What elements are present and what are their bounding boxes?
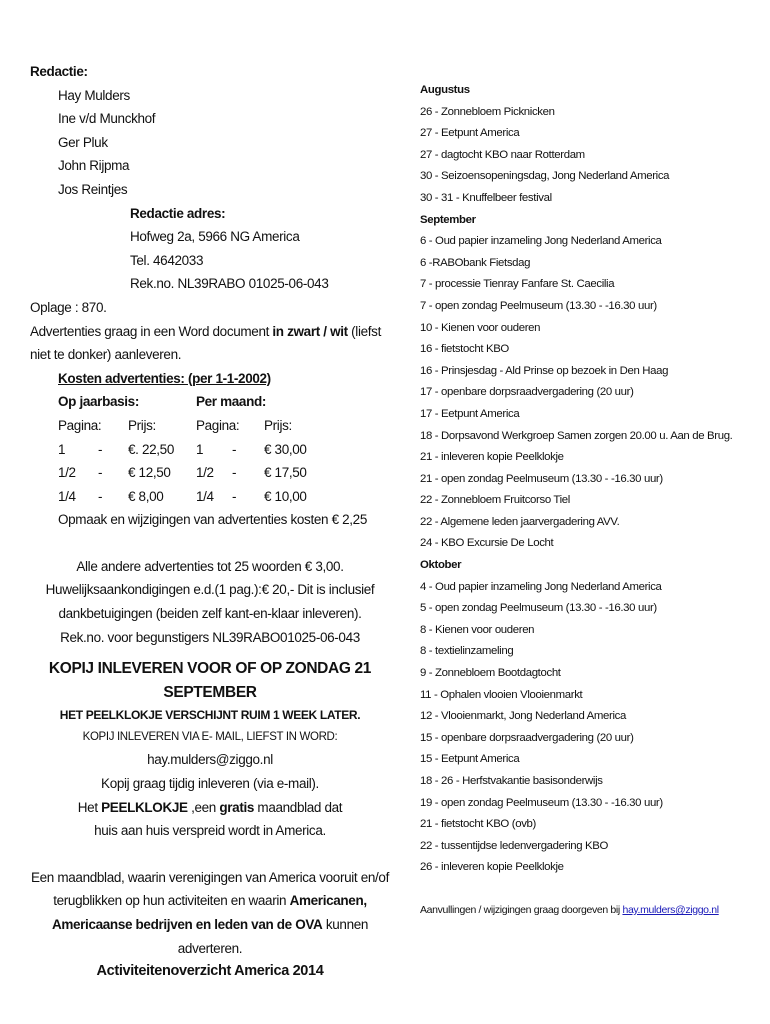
activity-item: 6 -RABObank Fietsdag (420, 256, 531, 269)
rate-row: 1/2 - € 12,50 1/2 - € 17,50 (58, 465, 307, 481)
kosten-heading: Kosten advertenties: (per 1-1-2002) (58, 370, 271, 386)
info-line: Alle andere advertenties tot 25 woorden € 3,00. (76, 558, 344, 574)
redactie-name: John Rijpma (58, 158, 130, 174)
activity-item: 17 - openbare dorpsraadvergadering (20 uur) (420, 386, 634, 399)
activity-item: 27 - Eetpunt America (420, 127, 520, 140)
activity-item: 19 - open zondag Peelmuseum (13.30 - -16.30 uur) (420, 796, 663, 809)
activity-item: 10 - Kienen voor ouderen (420, 321, 541, 334)
email-instructie: KOPIJ INLEVEREN VIA E- MAIL, LIEFST IN WORD: (82, 731, 338, 744)
peelklokje-line: Het PEELKLOKJE ,een gratis maandblad dat (77, 799, 343, 815)
activity-item: 15 - openbare dorpsraadvergadering (20 uur) (420, 731, 634, 744)
activity-item: 27 - dagtocht KBO naar Rotterdam (420, 148, 585, 161)
activity-item: 7 - processie Tienray Fanfare St. Caecilia (420, 278, 615, 291)
redactie-heading: Redactie: (30, 64, 88, 79)
advertentie-instructie: Advertenties graag in een Word document in zwart / wit (liefst niet te donker) aanleveren. (30, 323, 381, 363)
activity-item: 7 - open zondag Peelmuseum (13.30 - -16.30 uur) (420, 299, 657, 312)
huis-aan-huis: huis aan huis verspreid wordt in America. (94, 823, 326, 839)
activity-item: 12 - Vlooienmarkt, Jong Nederland America (420, 710, 626, 723)
kopij-deadline: KOPIJ INLEVEREN VOOR OF OP ZONDAG 21 SEPTEMBER (48, 660, 372, 701)
activity-item: 30 - Seizoensopeningsdag, Jong Nederland America (420, 170, 670, 183)
rates-header: Op jaarbasis: Per maand: (58, 394, 267, 410)
activity-item: 6 - Oud papier inzameling Jong Nederland America (420, 235, 662, 248)
maandblad-line: terugblikken op hun activiteiten en waarin Americanen, (53, 893, 367, 909)
contact-email[interactable]: hay.mulders@ziggo.nl (147, 752, 273, 768)
activity-item: 22 - Algemene leden jaarvergadering AVV. (420, 515, 620, 528)
activity-item: 24 - KBO Excursie De Locht (420, 537, 554, 550)
rates-columns: Pagina: Prijs: Pagina: Prijs: (58, 417, 292, 433)
month-heading: Augustus (420, 84, 470, 96)
adres-line: Hofweg 2a, 5966 NG America (130, 229, 300, 245)
oplage: Oplage : 870. (30, 299, 107, 315)
footer-email-link[interactable]: hay.mulders@ziggo.nl (622, 903, 719, 916)
adres-heading: Redactie adres: (130, 205, 226, 221)
activity-item: 21 - fietstocht KBO (ovb) (420, 818, 536, 831)
activity-item: 30 - 31 - Knuffelbeer festival (420, 191, 552, 204)
left-column (30, 60, 390, 984)
maandblad-line: Americaanse bedrijven en leden van de OVA kunnen adverteren. (51, 917, 369, 956)
maandblad-line: Een maandblad, waarin verenigingen van America vooruit en/of (31, 869, 389, 885)
rate-row: 1/4 - € 8,00 1/4 - € 10,00 (58, 488, 307, 504)
adres-line: Rek.no. NL39RABO 01025-06-043 (130, 276, 329, 292)
month-heading: Oktober (420, 559, 462, 572)
info-line: dankbetuigingen (beiden zelf kant-en-klaar inleveren). (58, 606, 362, 622)
activity-item: 26 - Zonnebloem Picknicken (420, 105, 555, 118)
activity-item: 16 - Prinsjesdag - Ald Prinse op bezoek in Den Haag (420, 364, 669, 377)
activity-item: 8 - Kienen voor ouderen (420, 623, 535, 636)
redactie-name: Ger Pluk (58, 134, 108, 150)
redactie-name: Ine v/d Munckhof (58, 111, 156, 127)
right-column (420, 80, 760, 917)
activity-item: 22 - tussentijdse ledenvergadering KBO (420, 839, 609, 852)
activity-item: 21 - open zondag Peelmuseum (13.30 - -16.30 uur) (420, 472, 663, 485)
verschijning-notice: HET PEELKLOKJE VERSCHIJNT RUIM 1 WEEK LATER. (59, 708, 361, 723)
activity-item: 22 - Zonnebloem Fruitcorso Tiel (420, 494, 570, 507)
activiteiten-title: Activiteitenoverzicht America 2014 (96, 963, 324, 980)
tijdig-notice: Kopij graag tijdig inleveren (via e-mail). (101, 776, 319, 792)
activity-item: 4 - Oud papier inzameling Jong Nederland America (420, 580, 662, 593)
redactie-name: Hay Mulders (58, 87, 130, 103)
month-heading: September (420, 213, 476, 226)
activity-item: 18 - 26 - Herfstvakantie basisonderwijs (420, 775, 603, 787)
activity-item: 18 - Dorpsavond Werkgroep Samen zorgen 20.00 u. Aan de Brug. (420, 429, 733, 442)
adres-line: Tel. 4642033 (130, 252, 204, 268)
redactie-name: Jos Reintjes (58, 181, 128, 197)
info-line: Huwelijksaankondigingen e.d.(1 pag.):€ 20,- Dit is inclusief (45, 582, 375, 598)
activity-item: 26 - inleveren kopie Peelklokje (420, 861, 564, 874)
activity-item: 11 - Ophalen vlooien Vlooienmarkt (420, 688, 583, 701)
activity-calendar (420, 80, 760, 879)
opmaak-kosten: Opmaak en wijzigingen van advertenties kosten € 2,25 (58, 512, 367, 528)
activity-item: 9 - Zonnebloem Bootdagtocht (420, 667, 561, 680)
activity-item: 5 - open zondag Peelmuseum (13.30 - -16.30 uur) (420, 602, 657, 615)
footer-note: Aanvullingen / wijzigingen graag doorgeven bij hay.mulders@ziggo.nl (420, 903, 719, 916)
activity-item: 21 - inleveren kopie Peelklokje (420, 451, 564, 464)
activity-item: 15 - Eetpunt America (420, 753, 520, 766)
info-line: Rek.no. voor begunstigers NL39RABO01025-06-043 (60, 629, 360, 645)
activity-item: 8 - textielinzameling (420, 645, 514, 658)
rate-row: 1 - €. 22,50 1 - € 30,00 (58, 441, 307, 457)
activity-item: 16 - fietstocht KBO (420, 343, 509, 356)
activity-item: 17 - Eetpunt America (420, 407, 520, 420)
